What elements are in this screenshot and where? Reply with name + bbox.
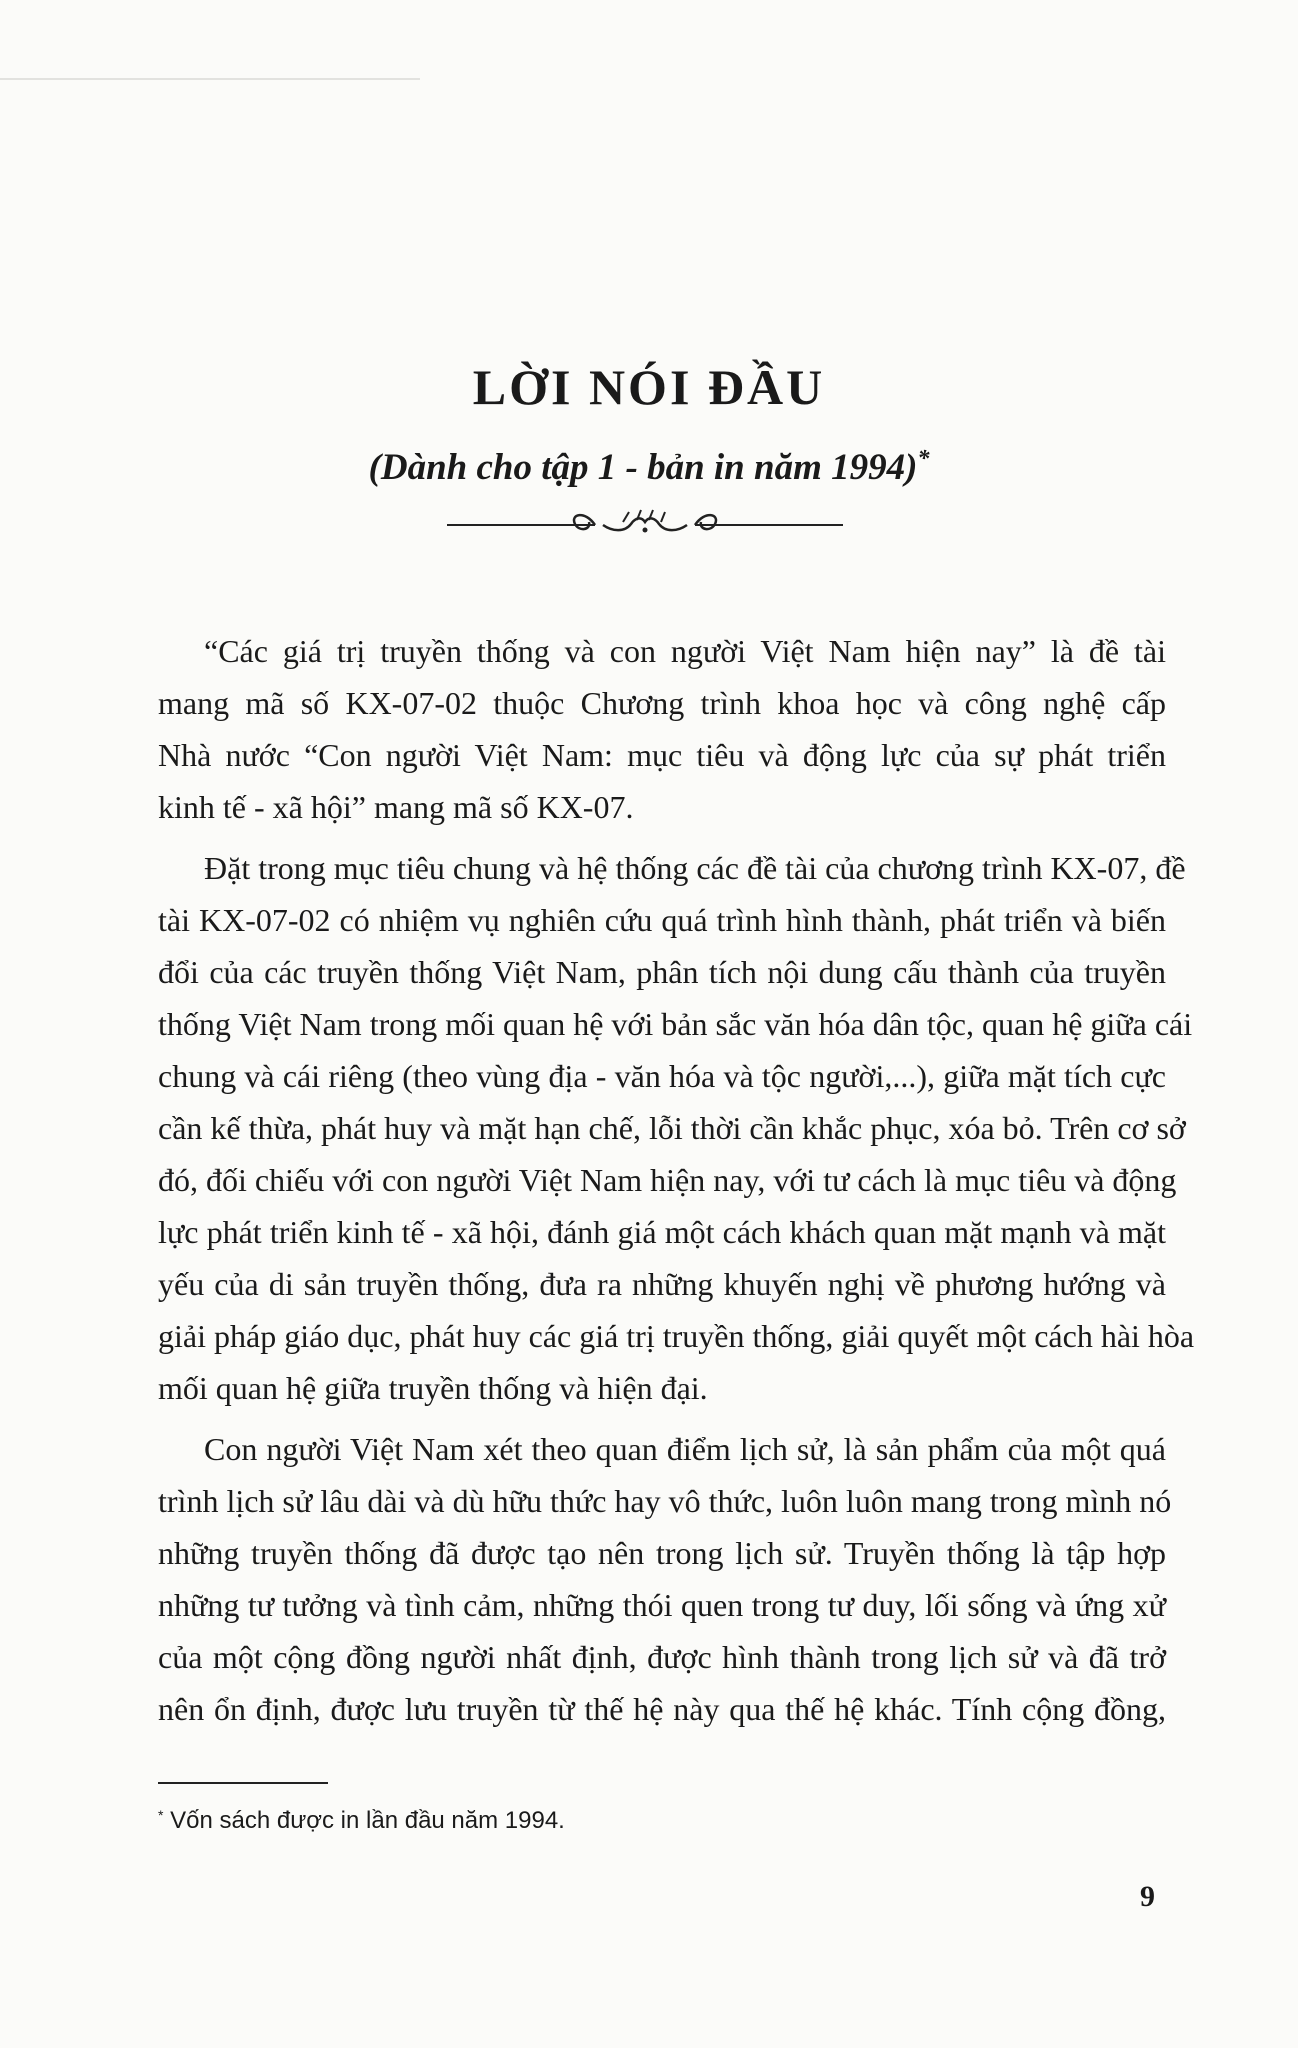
text-line: Nhà nước “Con người Việt Nam: mục tiêu và động lực của sự phát triển: [158, 737, 1166, 773]
text-line: tài KX-07-02 có nhiệm vụ nghiên cứu quá trình hình thành, phát triển và biến: [158, 902, 1166, 938]
text-line: trình lịch sử lâu dài và dù hữu thức hay vô thức, luôn luôn mang trong mình nó: [158, 1483, 1172, 1519]
text-line: mang mã số KX-07-02 thuộc Chương trình khoa học và công nghệ cấp: [158, 685, 1166, 721]
body-text: [158, 625, 1195, 1744]
page-title: LỜI NÓI ĐẦU: [472, 359, 826, 415]
text-line: mối quan hệ giữa truyền thống và hiện đại.: [158, 1370, 708, 1406]
text-line: kinh tế - xã hội” mang mã số KX-07.: [158, 789, 634, 825]
page-subtitle: [0, 448, 1298, 489]
text-line: thống Việt Nam trong mối quan hệ với bản sắc văn hóa dân tộc, quan hệ giữa cái: [158, 1006, 1193, 1042]
text-line: chung và cái riêng (theo vùng địa - văn hóa và tộc người,...), giữa mặt tích cực: [158, 1058, 1166, 1094]
footnote-mark: *: [158, 1807, 164, 1823]
text-line: Đặt trong mục tiêu chung và hệ thống các đề tài của chương trình KX-07, đề: [204, 850, 1186, 886]
page-number: 9: [1140, 1880, 1155, 1913]
top-edge-rule: [0, 78, 420, 80]
text-line: lực phát triển kinh tế - xã hội, đánh giá một cách khách quan mặt mạnh và mặt: [158, 1214, 1166, 1250]
footnote-separator: [158, 1782, 328, 1784]
subtitle-text: (Dành cho tập 1 - bản in năm 1994): [368, 447, 918, 488]
paragraph-3: [158, 1423, 1172, 1735]
flourish-ornament-icon: [445, 500, 845, 550]
footnote: [158, 1807, 565, 1836]
text-line: yếu của di sản truyền thống, đưa ra những khuyến nghị về phương hướng và: [158, 1266, 1166, 1302]
text-line: những truyền thống đã được tạo nên trong lịch sử. Truyền thống là tập hợp: [158, 1535, 1166, 1571]
text-line: nên ổn định, được lưu truyền từ thế hệ này qua thế hệ khác. Tính cộng đồng,: [158, 1691, 1166, 1727]
subtitle-footnote-mark: *: [917, 446, 930, 472]
text-line: cần kế thừa, phát huy và mặt hạn chế, lỗi thời cần khắc phục, xóa bỏ. Trên cơ sở: [158, 1110, 1186, 1146]
paragraph-2: [158, 842, 1195, 1414]
paragraph-1: [158, 625, 1166, 833]
text-line: “Các giá trị truyền thống và con người Việt Nam hiện nay” là đề tài: [204, 633, 1166, 669]
text-line: giải pháp giáo dục, phát huy các giá trị truyền thống, giải quyết một cách hài hòa: [158, 1318, 1195, 1354]
text-line: của một cộng đồng người nhất định, được hình thành trong lịch sử và đã trở: [158, 1639, 1166, 1675]
text-line: đó, đối chiếu với con người Việt Nam hiện nay, với tư cách là mục tiêu và động: [158, 1162, 1177, 1198]
text-line: đổi của các truyền thống Việt Nam, phân tích nội dung cấu thành của truyền: [158, 954, 1166, 990]
footnote-text: Vốn sách được in lần đầu năm 1994.: [170, 1807, 565, 1834]
text-line: những tư tưởng và tình cảm, những thói quen trong tư duy, lối sống và ứng xử: [158, 1587, 1166, 1623]
text-line: Con người Việt Nam xét theo quan điểm lịch sử, là sản phẩm của một quá: [204, 1431, 1166, 1467]
